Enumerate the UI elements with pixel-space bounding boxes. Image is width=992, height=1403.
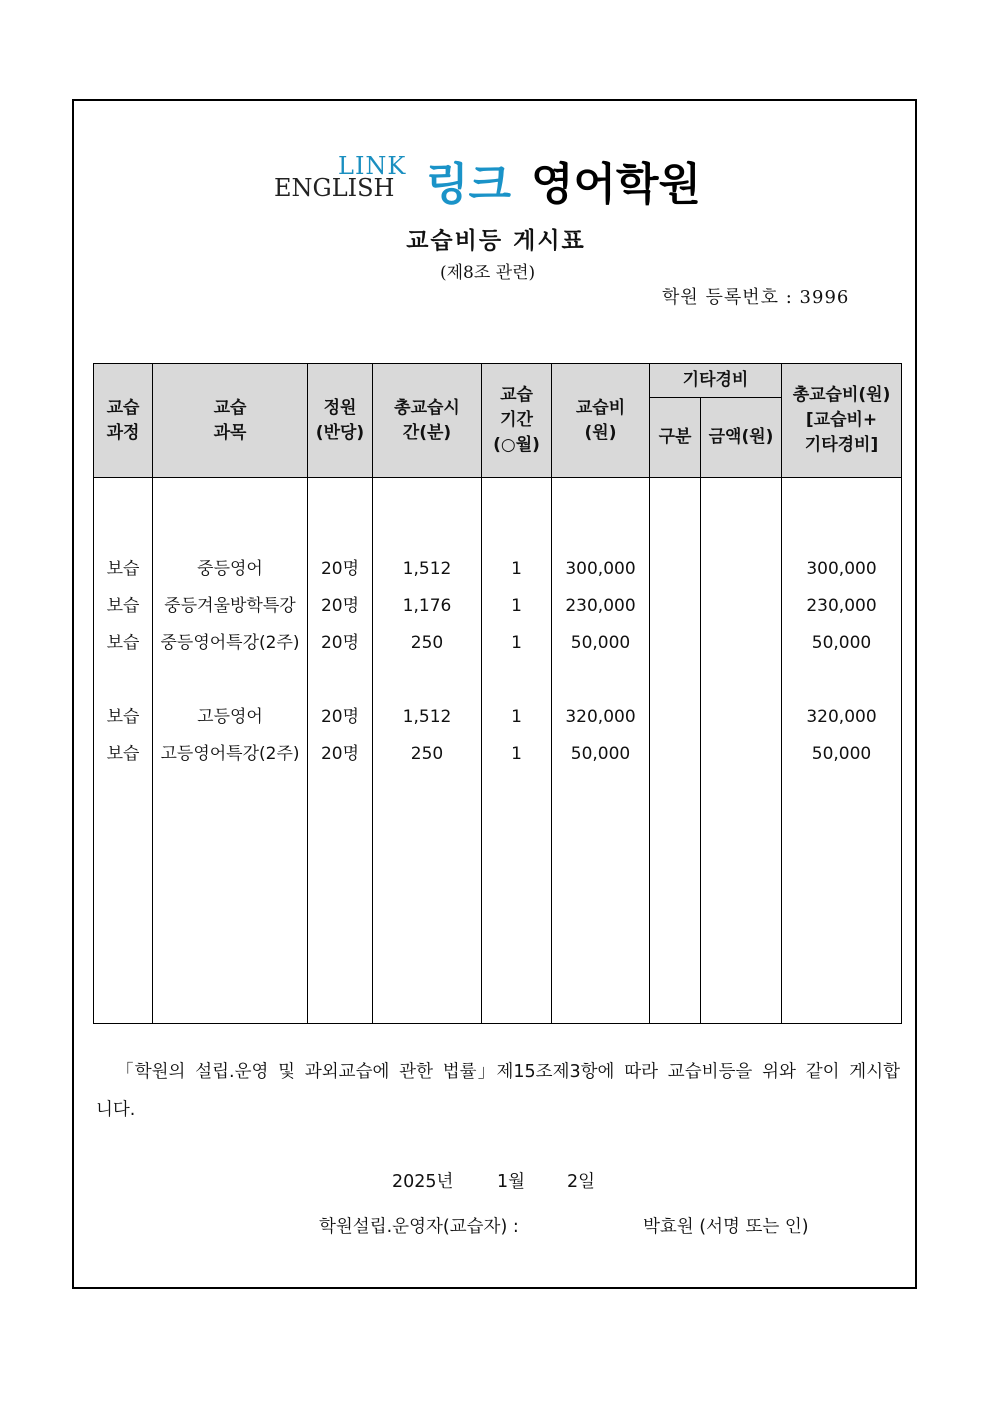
cell-course: 보습 (106, 633, 140, 653)
cell-other-amount (701, 736, 781, 773)
column-total-hours (373, 478, 482, 1024)
cell-other-type (650, 625, 700, 662)
registration-number: 학원 등록번호 : 3996 (662, 287, 850, 308)
cell-other-amount (701, 588, 781, 625)
cell-total-hours: 1,512 (402, 559, 452, 579)
cell-fee: 320,000 (565, 707, 636, 727)
column-fee (552, 478, 650, 1024)
cell-other-amount (701, 625, 781, 662)
cell-capacity: 20명 (320, 633, 360, 653)
date-month: 1월 (497, 1172, 526, 1192)
cell-period: 1 (511, 633, 522, 653)
operator-signature: 박효원 (서명 또는 인) (643, 1217, 809, 1237)
header-course: 교습 과정 (94, 364, 153, 478)
cell-total-hours: 1,512 (402, 707, 452, 727)
cell-other-amount (701, 551, 781, 588)
cell-course: 보습 (106, 744, 140, 764)
cell-capacity: 20명 (320, 596, 360, 616)
column-subject (153, 478, 308, 1024)
cell-period: 1 (511, 744, 522, 764)
header-period: 교습 기간 (○월) (482, 364, 552, 478)
date-day: 2일 (567, 1172, 596, 1192)
cell-capacity: 20명 (320, 744, 360, 764)
header-other-amount: 금액(원) (701, 398, 782, 478)
cell-subject: 고등영어 (197, 707, 263, 727)
cell-subject: 중등영어 (197, 559, 263, 579)
cell-fee: 300,000 (565, 559, 636, 579)
logo-link-text: LINK (338, 152, 407, 180)
cell-other-type (650, 588, 700, 625)
date-year: 2025년 (392, 1172, 454, 1192)
cell-total-fee: 320,000 (806, 707, 877, 727)
column-capacity (308, 478, 373, 1024)
cell-other-type (650, 736, 700, 773)
cell-fee: 50,000 (570, 633, 631, 653)
academy-logo (274, 150, 734, 210)
header-total-hours: 총교습시 간(분) (373, 364, 482, 478)
cell-capacity: 20명 (320, 707, 360, 727)
cell-period: 1 (511, 559, 522, 579)
document-title: 교습비등 게시표 (406, 228, 586, 254)
cell-total-fee: 50,000 (811, 633, 872, 653)
header-fee: 교습비 (원) (552, 364, 650, 478)
column-other-type (650, 478, 701, 1024)
cell-capacity: 20명 (320, 559, 360, 579)
cell-total-hours: 1,176 (402, 596, 452, 616)
cell-subject: 고등영어특강(2주) (160, 744, 300, 764)
legal-notice: 「학원의 설립.운영 및 과외교습에 관한 법률」제15조제3항에 따라 교습비등을 위와 같이 게시합니다. (96, 1062, 900, 1120)
cell-fee: 50,000 (570, 744, 631, 764)
logo-english-text: ENGLISH (274, 174, 395, 202)
cell-subject: 중등겨울방학특강 (164, 596, 296, 616)
cell-period: 1 (511, 596, 522, 616)
header-other-type: 구분 (650, 398, 701, 478)
logo-english-mark (274, 150, 414, 204)
cell-fee: 230,000 (565, 596, 636, 616)
cell-other-type (650, 551, 700, 588)
header-capacity: 정원 (반당) (308, 364, 373, 478)
column-period (482, 478, 552, 1024)
column-total-fee (782, 478, 902, 1024)
cell-other-type (650, 699, 700, 736)
header-other-expenses: 기타경비 (650, 364, 782, 398)
cell-period: 1 (511, 707, 522, 727)
cell-total-fee: 230,000 (806, 596, 877, 616)
column-other-amount (701, 478, 782, 1024)
header-subject: 교습 과목 (153, 364, 308, 478)
cell-total-fee: 300,000 (806, 559, 877, 579)
cell-course: 보습 (106, 559, 140, 579)
logo-academy-name: 영어학원 (531, 159, 702, 210)
cell-total-fee: 50,000 (811, 744, 872, 764)
cell-total-hours: 250 (410, 633, 444, 653)
cell-course: 보습 (106, 707, 140, 727)
fee-table (93, 363, 902, 1024)
logo-brand-korean: 링크 (426, 159, 512, 210)
cell-total-hours: 250 (410, 744, 444, 764)
header-total-fee: 총교습비(원) [교습비+ 기타경비] (782, 364, 902, 478)
column-course (94, 478, 153, 1024)
cell-subject: 중등영어특강(2주) (160, 633, 300, 653)
cell-other-amount (701, 699, 781, 736)
operator-label: 학원설립.운영자(교습자) : (319, 1217, 519, 1237)
document-subtitle: (제8조 관련) (440, 263, 536, 283)
cell-course: 보습 (106, 596, 140, 616)
